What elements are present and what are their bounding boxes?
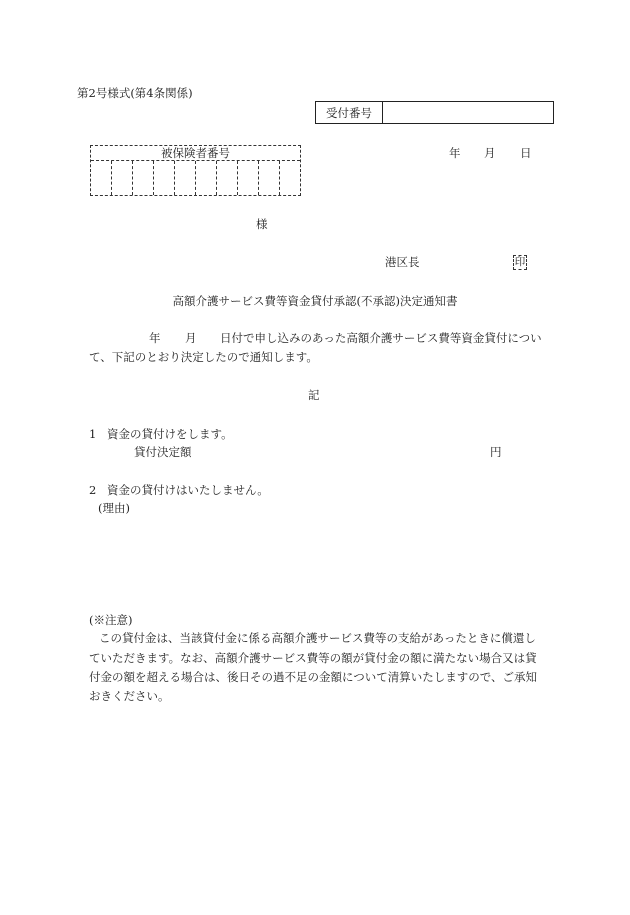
- note-line: ていただきます。なお、高額介護サービス費等の額が貸付金の額に満たない場合又は貸: [89, 651, 537, 665]
- date-day: 日: [520, 146, 532, 160]
- item1-number: 1: [89, 427, 97, 441]
- yen-unit: 円: [490, 445, 502, 459]
- recipient-honorific: 様: [256, 217, 268, 231]
- insured-number-cell[interactable]: [112, 161, 133, 195]
- insured-number-cell[interactable]: [280, 161, 300, 195]
- date-month: 月: [484, 146, 496, 160]
- receipt-number-label: 受付番号: [316, 102, 383, 123]
- insured-number-cell[interactable]: [154, 161, 175, 195]
- insured-number-cells: [91, 161, 300, 195]
- note-line: おきください。: [89, 689, 170, 703]
- receipt-number-field[interactable]: [383, 102, 553, 123]
- intro-line2: て、下記のとおり決定したので通知します。: [89, 350, 318, 364]
- insured-number-cell[interactable]: [175, 161, 196, 195]
- document-title: 高額介護サービス費等資金貸付承認(不承認)決定通知書: [172, 294, 458, 308]
- note-line: 付金の額を超える場合は、後日その過不足の金額について清算いたしますので、ご承知: [89, 670, 538, 684]
- note-line: この貸付金は、当該貸付金に係る高額介護サービス費等の支給があったときに償還し: [99, 631, 536, 645]
- intro-line1: 日付で申し込みのあった高額介護サービス費等資金貸付につい: [220, 331, 542, 345]
- item1-text: 資金の貸付けをします。: [107, 427, 233, 441]
- issuer-name: 港区長: [385, 255, 420, 269]
- insured-number-box: [90, 145, 301, 196]
- intro-year: 年: [149, 331, 161, 345]
- ki-heading: 記: [308, 388, 320, 402]
- insured-number-cell[interactable]: [133, 161, 154, 195]
- insured-number-cell[interactable]: [238, 161, 259, 195]
- insured-number-cell[interactable]: [91, 161, 112, 195]
- intro-month: 月: [185, 331, 197, 345]
- insured-number-cell[interactable]: [196, 161, 217, 195]
- insured-number-cell[interactable]: [259, 161, 280, 195]
- note-heading: (※注意): [89, 613, 133, 627]
- receipt-number-box: [315, 101, 554, 124]
- item2-number: 2: [89, 483, 97, 497]
- date-year: 年: [449, 146, 461, 160]
- reason-label: (理由): [98, 501, 130, 515]
- insured-number-label: 被保険者番号: [91, 146, 300, 161]
- insured-number-cell[interactable]: [217, 161, 238, 195]
- item2-text: 資金の貸付けはいたしません。: [107, 483, 269, 497]
- loan-amount-label: 貸付決定額: [134, 445, 192, 459]
- form-number: 第2号様式(第4条関係): [77, 86, 193, 100]
- seal-mark: 印: [514, 256, 526, 268]
